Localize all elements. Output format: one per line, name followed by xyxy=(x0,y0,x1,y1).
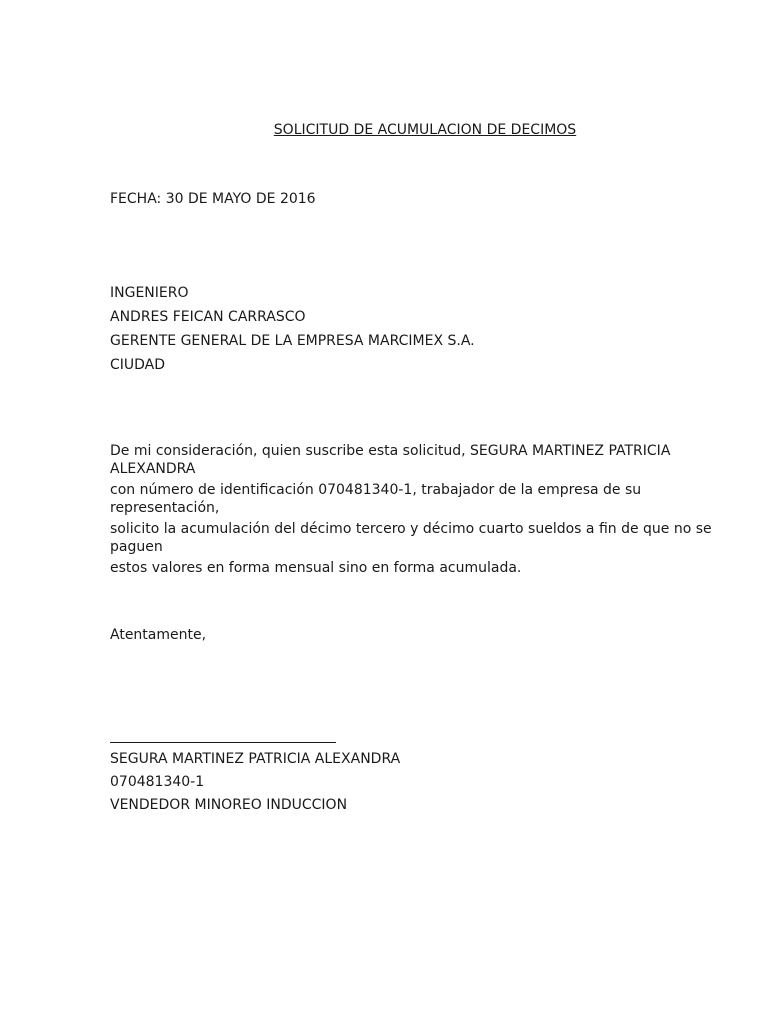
signer-id: 070481340-1 xyxy=(110,774,205,790)
document-title: SOLICITUD DE ACUMULACION DE DECIMOS xyxy=(273,122,577,138)
closing-salutation: Atentamente, xyxy=(110,627,207,643)
request-body xyxy=(110,442,750,580)
signature-line xyxy=(110,742,336,743)
signature-block xyxy=(110,750,400,819)
signer-name: SEGURA MARTINEZ PATRICIA ALEXANDRA xyxy=(110,751,401,767)
addressee-position: GERENTE GENERAL DE LA EMPRESA MARCIMEX S.A. xyxy=(110,333,475,349)
addressee-block xyxy=(110,284,475,380)
addressee-name: ANDRES FEICAN CARRASCO xyxy=(110,309,306,325)
date-line: FECHA: 30 DE MAYO DE 2016 xyxy=(110,191,316,207)
addressee-title: INGENIERO xyxy=(110,285,189,301)
signer-position: VENDEDOR MINOREO INDUCCION xyxy=(110,797,348,813)
body-paragraph-3: solicito la acumulación del décimo tercero y décimo cuarto sueldos a fin de que no se paguen xyxy=(110,521,712,555)
body-paragraph-4: estos valores en forma mensual sino en forma acumulada. xyxy=(110,560,522,576)
body-paragraph-2: con número de identificación 070481340-1, trabajador de la empresa de su representación, xyxy=(110,482,642,516)
body-paragraph-1: De mi consideración, quien suscribe esta solicitud, SEGURA MARTINEZ PATRICIA ALEXANDRA xyxy=(110,443,671,477)
addressee-city: CIUDAD xyxy=(110,357,166,373)
